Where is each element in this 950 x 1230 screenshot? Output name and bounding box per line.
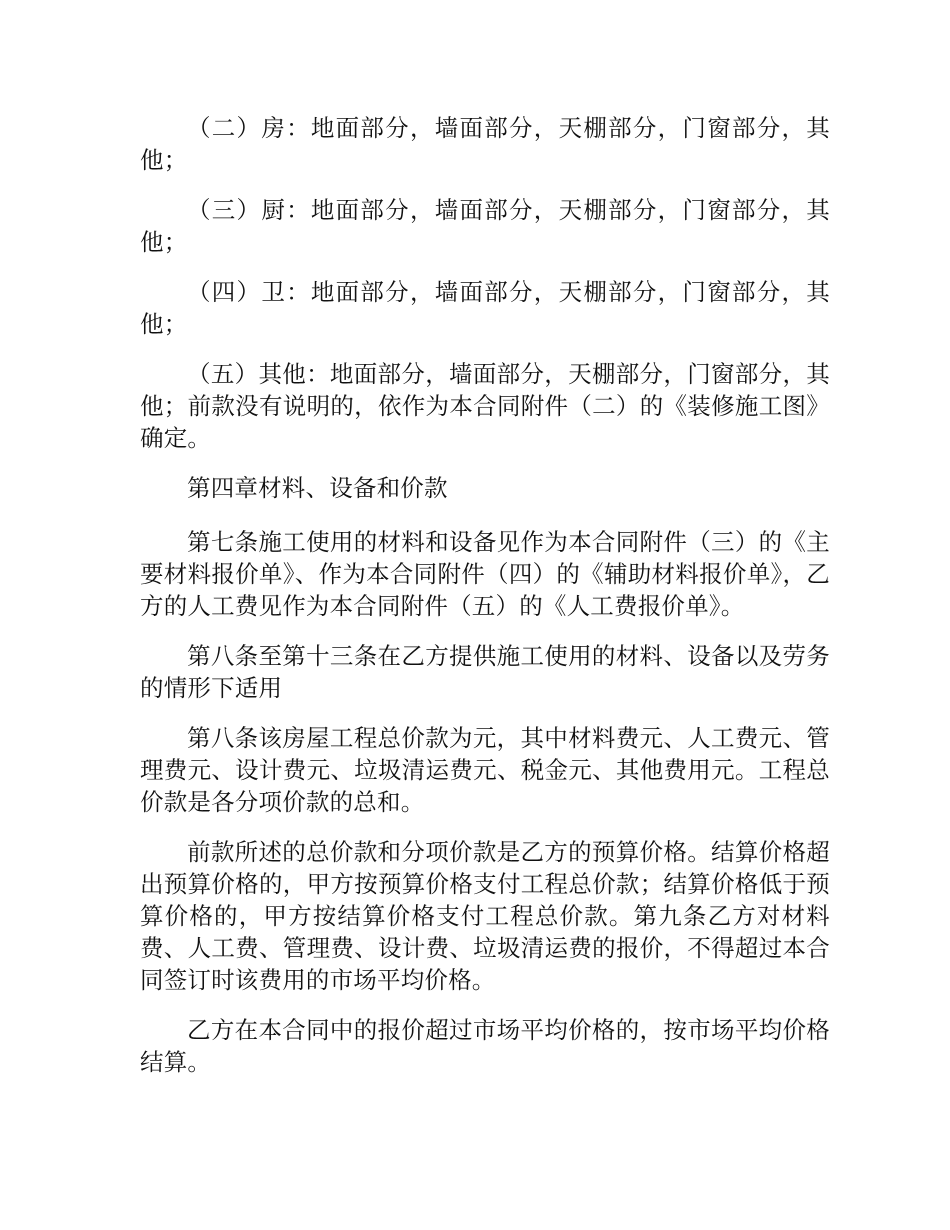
paragraph-room: （二）房：地面部分，墙面部分，天棚部分，门窗部分，其他； <box>140 114 830 174</box>
paragraph-market-price: 乙方在本合同中的报价超过市场平均价格的，按市场平均价格结算。 <box>140 1016 830 1076</box>
paragraph-kitchen: （三）厨：地面部分，墙面部分，天棚部分，门窗部分，其他； <box>140 196 830 256</box>
paragraph-bathroom: （四）卫：地面部分，墙面部分，天棚部分，门窗部分，其他； <box>140 278 830 338</box>
paragraph-article-8: 第八条该房屋工程总价款为元，其中材料费元、人工费元、管理费元、设计费元、垃圾清运费元、税金元、其他费用元。工程总价款是各分项价款的总和。 <box>140 724 830 816</box>
chapter-heading: 第四章材料、设备和价款 <box>187 474 448 502</box>
paragraph-other: （五）其他：地面部分，墙面部分，天棚部分，门窗部分，其他；前款没有说明的，依作为本合同附件（二）的《装修施工图》确定。 <box>140 360 830 452</box>
paragraph-article-7: 第七条施工使用的材料和设备见作为本合同附件（三）的《主要材料报价单》、作为本合同附件（四）的《辅助材料报价单》，乙方的人工费见作为本合同附件（五）的《人工费报价单》。 <box>140 528 830 620</box>
paragraph-budget-price: 前款所述的总价款和分项价款是乙方的预算价格。结算价格超出预算价格的，甲方按预算价格支付工程总价款；结算价格低于预算价格的，甲方按结算价格支付工程总价款。第九条乙方对材料费、人工费、管理费、设计费、垃圾清运费的报价，不得超过本合同签订时该费用的市场平均价格。 <box>140 838 830 994</box>
paragraph-scope-note: 第八条至第十三条在乙方提供施工使用的材料、设备以及劳务的情形下适用 <box>140 642 830 702</box>
